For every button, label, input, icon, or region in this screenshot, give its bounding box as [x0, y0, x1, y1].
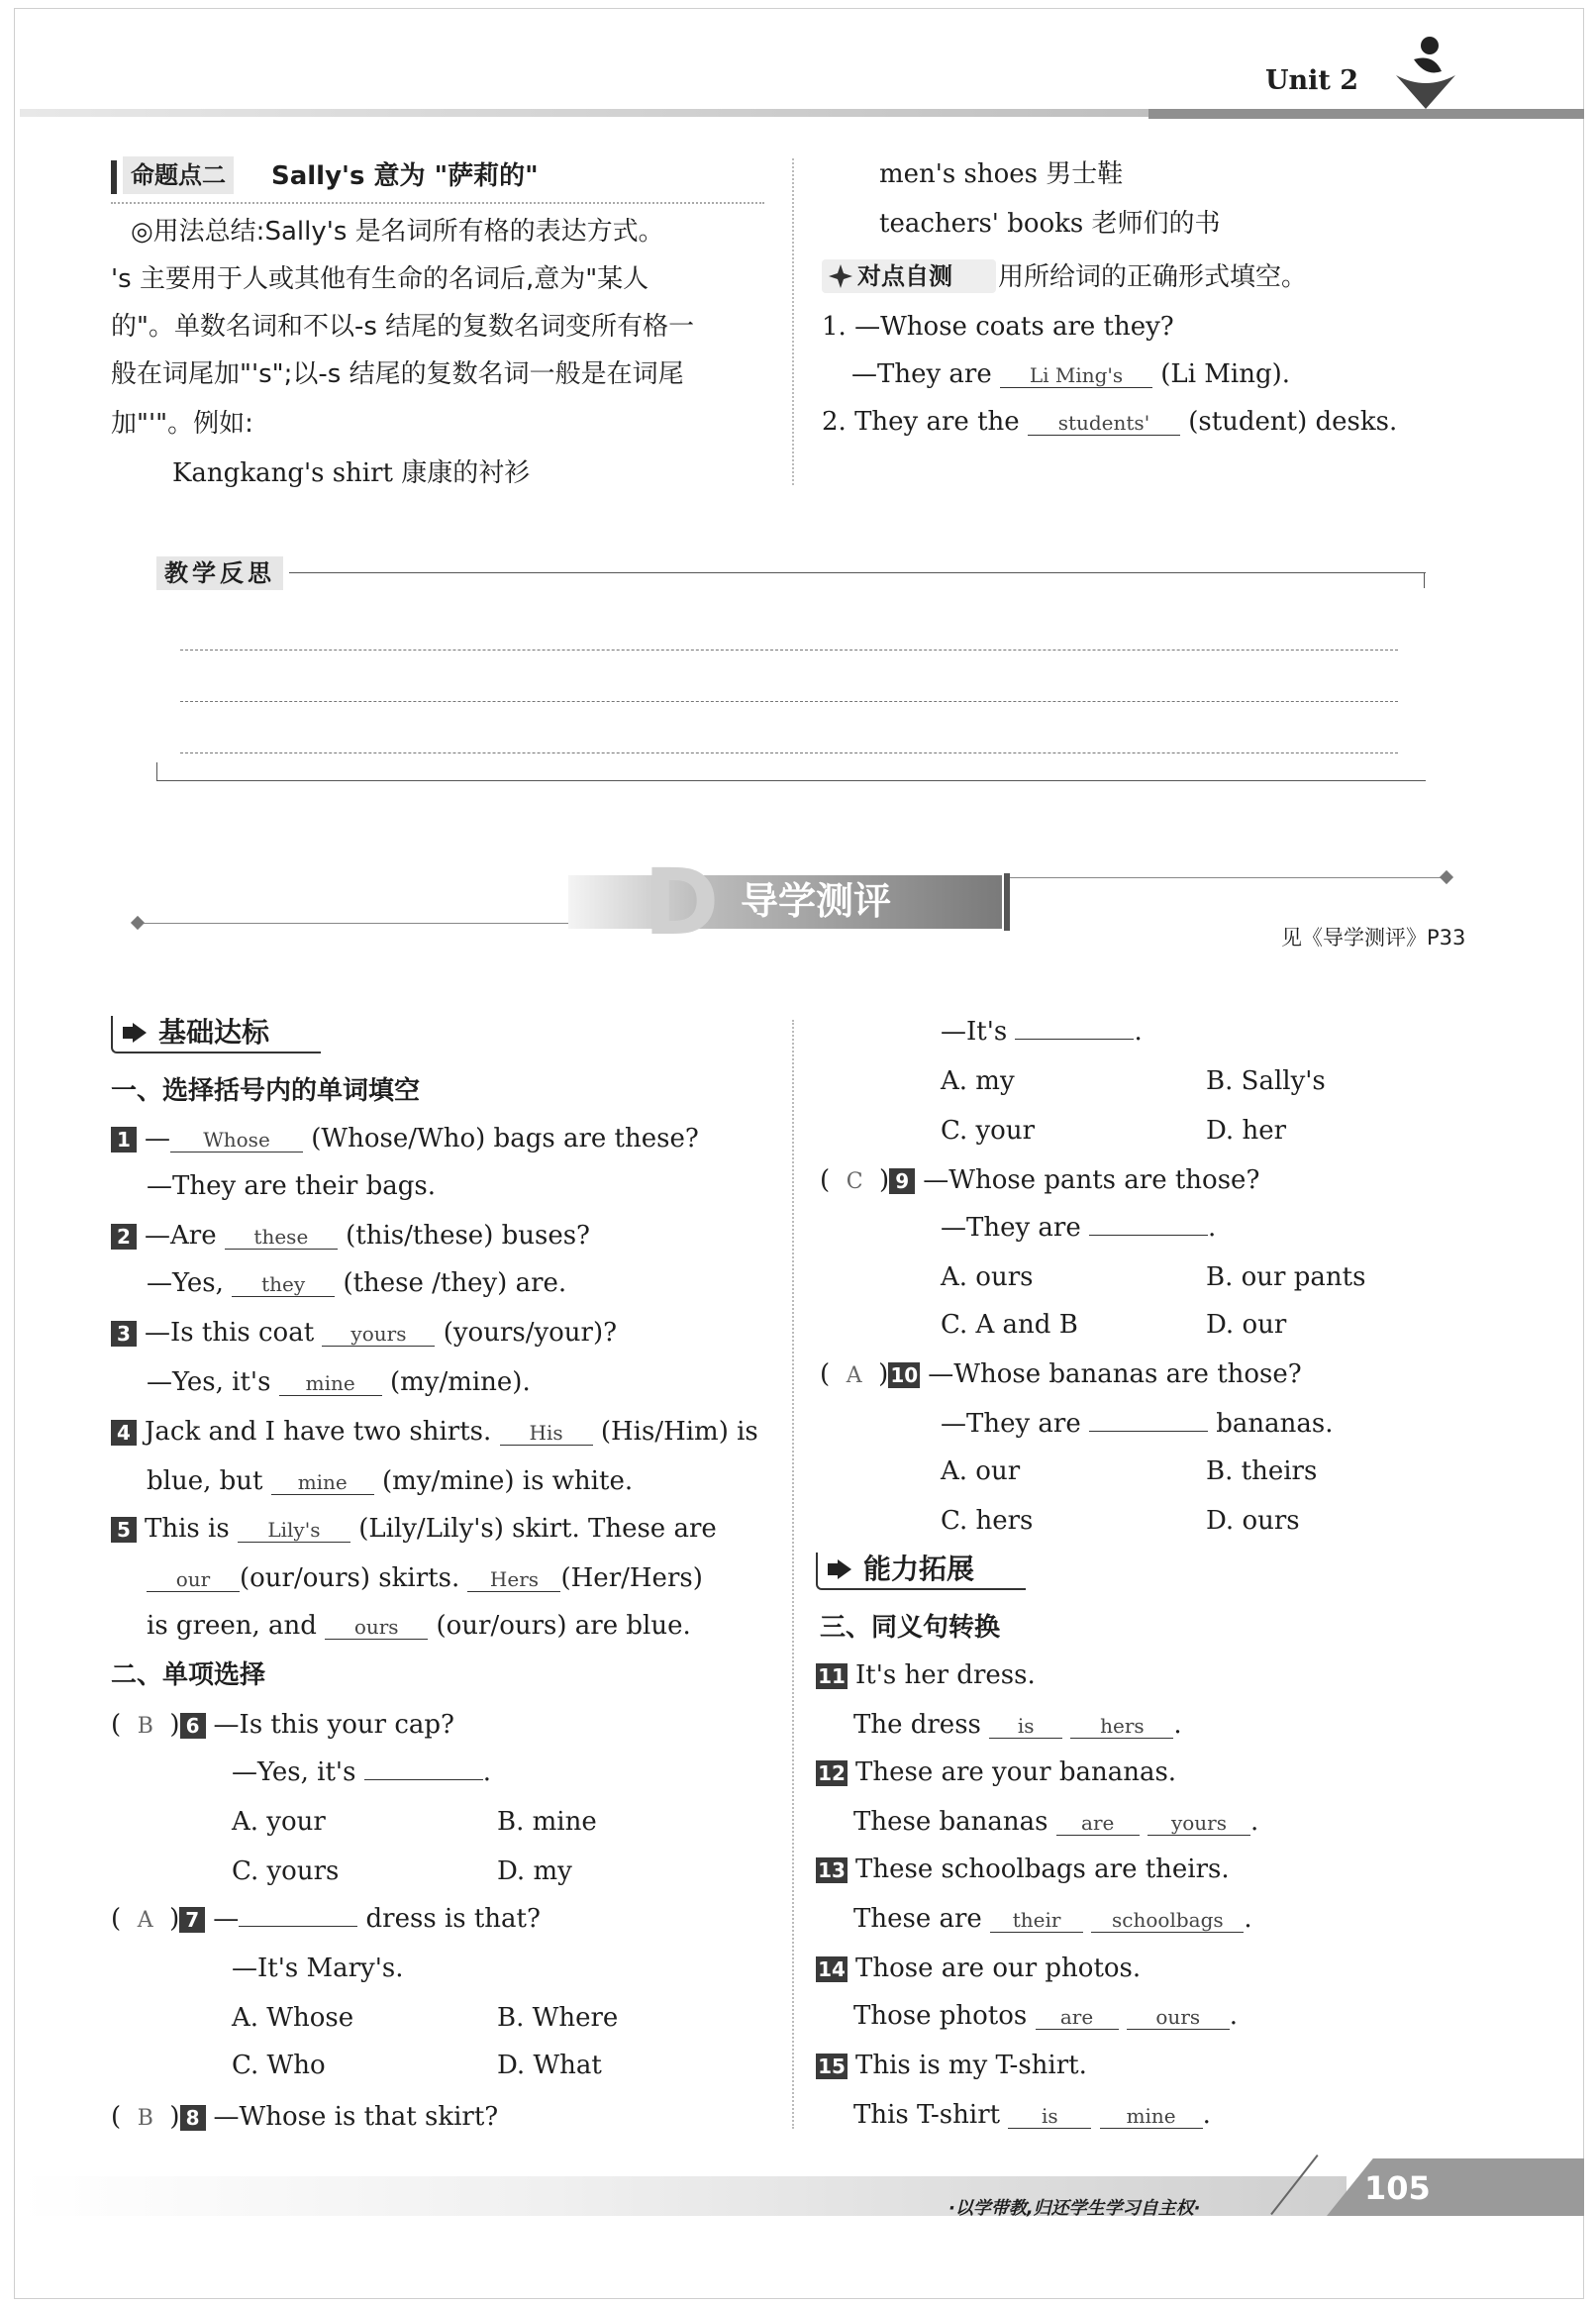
- q6-paren: ( B ): [111, 1710, 180, 1740]
- q7-stem-pre: —: [213, 1904, 240, 1934]
- item-14-blank-2[interactable]: ours: [1127, 2005, 1230, 2030]
- question-5-line3: [147, 1608, 691, 1644]
- q6-blank[interactable]: [364, 1779, 483, 1780]
- usage-line-1: ◎用法总结:Sally's 是名词所有格的表达方式。: [131, 217, 664, 247]
- q10-answer[interactable]: A: [846, 1363, 862, 1388]
- item-15-sentence: This is my T-shirt.: [855, 2051, 1087, 2080]
- question-4-line2: [147, 1463, 633, 1499]
- item-13-sentence: These schoolbags are theirs.: [855, 1854, 1230, 1884]
- q9-option-b[interactable]: B. our pants: [1206, 1262, 1366, 1292]
- q8-option-a[interactable]: A. my: [941, 1066, 1015, 1096]
- q4-blank-2[interactable]: mine: [271, 1470, 374, 1495]
- q7-option-d[interactable]: D. What: [497, 2051, 602, 2080]
- reflection-label: 教学反思: [156, 556, 283, 590]
- item-15-blank-2[interactable]: mine: [1100, 2104, 1203, 2129]
- q2-suffix: (student) desks.: [1188, 407, 1398, 437]
- q3-line2-post: (my/mine).: [389, 1367, 531, 1397]
- question-3: [111, 1315, 617, 1351]
- question-7-line2: —It's Mary's.: [232, 1954, 404, 1983]
- banner-line-left: [139, 923, 574, 924]
- q3-line2-pre: —Yes, it's: [147, 1367, 271, 1397]
- reflection-dots-3: [180, 752, 1398, 753]
- reflection-bottom-line: [156, 780, 1426, 781]
- q8-blank[interactable]: [1015, 1039, 1134, 1040]
- item-14-blank-1[interactable]: are: [1036, 2005, 1119, 2030]
- q10-paren: ( A ): [820, 1359, 889, 1389]
- q2-number: 2: [111, 1224, 137, 1250]
- self-test-q1-line1: 1. —Whose coats are they?: [822, 312, 1174, 342]
- q9-line2: —They are: [941, 1213, 1081, 1243]
- item-12-end: .: [1249, 1807, 1259, 1837]
- banner-end-bar: [1004, 873, 1010, 931]
- point-two-tag: 命题点二: [123, 156, 234, 194]
- item-12-blank-1[interactable]: are: [1056, 1811, 1140, 1836]
- item-13: [816, 1852, 1230, 1887]
- q2-line2-pre: —Yes,: [147, 1268, 224, 1298]
- question-10-line2: [941, 1406, 1334, 1442]
- q5-stem-post: (Lily/Lily's) skirt. These are: [358, 1514, 717, 1544]
- q8-number: 8: [180, 2105, 206, 2131]
- q10-line2-post: bananas.: [1216, 1409, 1334, 1439]
- q5-blank-2[interactable]: our: [147, 1567, 240, 1592]
- q5-line3-post: (our/ours) are blue.: [436, 1611, 691, 1641]
- item-15-answer-line: [853, 2097, 1211, 2133]
- point-two-divider: [111, 202, 764, 204]
- q5-blank[interactable]: Lily's: [238, 1518, 350, 1543]
- q9-option-a[interactable]: A. ours: [941, 1262, 1034, 1292]
- question-2: [111, 1218, 590, 1253]
- self-test-tag: 对点自测: [857, 262, 952, 290]
- q10-option-b[interactable]: B. theirs: [1206, 1456, 1318, 1486]
- question-7: [111, 1901, 541, 1939]
- q3-number: 3: [111, 1321, 137, 1347]
- item-13-blank-2[interactable]: schoolbags: [1091, 1908, 1244, 1933]
- item-15-blank-1[interactable]: is: [1008, 2104, 1091, 2129]
- q9-number: 9: [889, 1168, 915, 1194]
- q10-option-a[interactable]: A. our: [941, 1456, 1021, 1486]
- q1-stem-post: (Whose/Who) bags are these?: [311, 1124, 699, 1153]
- question-6-line2: —Yes, it's .: [232, 1757, 491, 1787]
- q4-blank[interactable]: His: [500, 1421, 593, 1446]
- q4-number: 4: [111, 1420, 137, 1446]
- q5-mid2: (Her/Hers): [560, 1563, 703, 1593]
- reflection-dots-1: [180, 650, 1398, 651]
- item-11-blank-2[interactable]: hers: [1070, 1714, 1173, 1739]
- q5-blank-3[interactable]: Hers: [467, 1567, 560, 1592]
- usage-line-5: 加"'"。例如:: [111, 409, 253, 439]
- q6-line2: —Yes, it's: [232, 1757, 356, 1787]
- question-10: [820, 1356, 1302, 1394]
- bottom-column-divider: [792, 1020, 794, 2129]
- item-12: [816, 1754, 1176, 1790]
- question-5: [111, 1511, 717, 1547]
- item-13-number: 13: [816, 1857, 848, 1883]
- q1-stem-pre: —: [145, 1124, 170, 1153]
- q6-option-c[interactable]: C. yours: [232, 1856, 340, 1886]
- item-13-blank-1[interactable]: their: [990, 1908, 1083, 1933]
- q5-blank-4[interactable]: ours: [325, 1615, 428, 1640]
- q6-option-b[interactable]: B. mine: [497, 1807, 597, 1837]
- page-number: 105: [1364, 2169, 1431, 2207]
- question-1-line2: —They are their bags.: [147, 1171, 436, 1201]
- item-15-pre: This T-shirt: [853, 2100, 1001, 2130]
- banner-line-right: [1010, 877, 1446, 878]
- item-11-sentence: It's her dress.: [855, 1660, 1036, 1690]
- q10-stem: —Whose bananas are those?: [928, 1359, 1302, 1389]
- q10-line2-pre: —They are: [941, 1409, 1081, 1439]
- q8-option-d[interactable]: D. her: [1206, 1116, 1287, 1146]
- q7-option-c[interactable]: C. Who: [232, 2051, 326, 2080]
- point-two-title: Sally's 意为 "萨莉的": [271, 161, 539, 191]
- question-1: [111, 1121, 699, 1156]
- item-15-number: 15: [816, 2054, 848, 2079]
- q10-option-d[interactable]: D. ours: [1206, 1506, 1300, 1536]
- q3-stem-post: (yours/your)?: [443, 1318, 618, 1348]
- q5-number: 5: [111, 1517, 137, 1543]
- part2-title: 二、单项选择: [111, 1660, 266, 1690]
- item-14-number: 14: [816, 1956, 848, 1982]
- q4-stem-post: (His/Him) is: [600, 1417, 758, 1447]
- q4-line2-pre: blue, but: [147, 1466, 263, 1496]
- q7-option-b[interactable]: B. Where: [497, 2003, 619, 2033]
- banner-reference: 见《导学测评》P33: [1281, 926, 1466, 950]
- item-11-number: 11: [816, 1663, 848, 1689]
- usage-line-2: 's 主要用于人或其他有生命的名词后,意为"某人: [111, 264, 649, 294]
- q2-prefix: 2. They are the: [822, 407, 1020, 437]
- item-11: [816, 1657, 1036, 1693]
- example-teachers: teachers' books 老师们的书: [879, 209, 1221, 239]
- item-15: [816, 2048, 1087, 2083]
- reflection-left-edge: [156, 762, 157, 780]
- pointing-hand-icon: [121, 1020, 149, 1046]
- top-column-divider: [792, 158, 794, 485]
- item-13-end: .: [1244, 1904, 1252, 1934]
- q9-option-c[interactable]: C. A and B: [941, 1310, 1078, 1340]
- q5-mid: (our/ours) skirts.: [240, 1563, 460, 1593]
- q1-number: 1: [111, 1127, 137, 1152]
- q10-number: 10: [888, 1362, 920, 1388]
- reflection-dots-2: [180, 701, 1398, 702]
- item-11-end: .: [1173, 1710, 1182, 1740]
- q8-option-b[interactable]: B. Sally's: [1206, 1066, 1326, 1096]
- q7-number: 7: [179, 1907, 205, 1933]
- banner-title: 导学测评: [741, 879, 892, 923]
- item-14-end: .: [1229, 2001, 1239, 2031]
- item-11-pre: The dress: [853, 1710, 981, 1740]
- ability-heading: 能力拓展: [863, 1553, 975, 1585]
- q1-answer-blank[interactable]: Li Ming's: [1000, 363, 1152, 388]
- q9-paren: ( C ): [820, 1165, 890, 1195]
- q9-stem: —Whose pants are those?: [923, 1165, 1260, 1195]
- item-13-pre: These are: [853, 1904, 982, 1934]
- q4-line2-post: (my/mine) is white.: [382, 1466, 634, 1496]
- item-11-blank-1[interactable]: is: [989, 1714, 1062, 1739]
- item-11-answer-line: [853, 1707, 1182, 1743]
- unit-label: Unit 2: [1265, 65, 1359, 96]
- q8-line2: —It's: [941, 1017, 1008, 1047]
- book-reader-logo-icon: [1386, 32, 1465, 111]
- usage-line-3: 的"。单数名词和不以-s 结尾的复数名词变所有格一: [111, 312, 695, 342]
- reflection-top-line: [289, 572, 1426, 573]
- q4-stem-pre: Jack and I have two shirts.: [145, 1417, 492, 1447]
- q5-line3-pre: is green, and: [147, 1611, 317, 1641]
- q10-option-c[interactable]: C. hers: [941, 1506, 1034, 1536]
- q10-blank[interactable]: [1089, 1431, 1208, 1432]
- q6-stem: —Is this your cap?: [213, 1710, 454, 1740]
- item-14-pre: Those photos: [853, 2001, 1028, 2031]
- q8-option-c[interactable]: C. your: [941, 1116, 1036, 1146]
- self-test-instruction: 用所给词的正确形式填空。: [998, 262, 1308, 292]
- example-kangkang: Kangkang's shirt 康康的衬衫: [172, 458, 531, 488]
- q7-paren: ( A ): [111, 1904, 180, 1934]
- item-14-sentence: Those are our photos.: [855, 1954, 1142, 1983]
- part1-title: 一、选择括号内的单词填空: [111, 1076, 421, 1106]
- footer-slogan: ·以学带教,归还学生学习自主权·: [948, 2198, 1201, 2219]
- q2-line2-post: (these /they) are.: [343, 1268, 567, 1298]
- item-15-end: .: [1202, 2100, 1211, 2130]
- q7-blank[interactable]: [239, 1926, 357, 1927]
- question-9: [820, 1162, 1259, 1200]
- q1-blank[interactable]: Whose: [170, 1128, 303, 1152]
- diamond-star-icon: [828, 263, 853, 289]
- question-9-line2: —They are .: [941, 1213, 1217, 1243]
- q6-answer[interactable]: B: [137, 1714, 153, 1739]
- point-two-marker: [111, 160, 117, 194]
- part3-title: 三、同义句转换: [820, 1613, 1001, 1643]
- q2-stem-pre: —Are: [145, 1221, 217, 1251]
- q1-prefix: —They are: [851, 359, 992, 389]
- item-12-number: 12: [816, 1760, 848, 1786]
- q2-stem-post: (this/these) buses?: [346, 1221, 590, 1251]
- banner-letter: D: [644, 850, 720, 955]
- example-men: men's shoes 男士鞋: [879, 159, 1124, 189]
- q2-blank[interactable]: these: [225, 1225, 338, 1250]
- item-13-answer-line: [853, 1901, 1252, 1937]
- q2-answer-blank[interactable]: students': [1028, 411, 1180, 436]
- q6-option-a[interactable]: A. your: [232, 1807, 326, 1837]
- q8-paren: ( B ): [111, 2102, 180, 2132]
- q7-stem-post: dress is that?: [365, 1904, 541, 1934]
- q1-suffix: (Li Ming).: [1160, 359, 1291, 389]
- q3-stem-pre: —Is this coat: [145, 1318, 315, 1348]
- header-bar-dark: [1148, 109, 1584, 119]
- q3-blank-2[interactable]: mine: [279, 1371, 382, 1396]
- item-14-answer-line: [853, 1998, 1238, 2034]
- item-12-pre: These bananas: [853, 1807, 1048, 1837]
- question-8: [111, 2099, 498, 2137]
- self-test-q1-line2: [851, 356, 1290, 392]
- self-test-q2: [822, 404, 1397, 440]
- basic-heading: 基础达标: [158, 1016, 270, 1049]
- q8-answer[interactable]: B: [137, 2106, 153, 2131]
- item-12-sentence: These are your bananas.: [855, 1757, 1177, 1787]
- q9-answer[interactable]: C: [846, 1169, 863, 1194]
- question-4: [111, 1414, 758, 1450]
- q7-answer[interactable]: A: [137, 1908, 153, 1933]
- usage-line-4: 般在词尾加"'s";以-s 结尾的复数名词一般是在词尾: [111, 359, 684, 389]
- reflection-right-edge: [1424, 572, 1425, 588]
- question-2-line2: [147, 1265, 566, 1301]
- q7-option-a[interactable]: A. Whose: [232, 2003, 354, 2033]
- question-6: [111, 1707, 454, 1745]
- item-12-answer-line: [853, 1804, 1258, 1840]
- q9-option-d[interactable]: D. our: [1206, 1310, 1287, 1340]
- pointing-hand-icon-2: [826, 1556, 853, 1582]
- q6-number: 6: [180, 1713, 206, 1739]
- item-12-blank-2[interactable]: yours: [1147, 1811, 1250, 1836]
- item-14: [816, 1951, 1141, 1986]
- question-3-line2: [147, 1364, 531, 1400]
- q6-option-d[interactable]: D. my: [497, 1856, 572, 1886]
- q9-blank[interactable]: [1089, 1235, 1208, 1236]
- question-8-line2: —It's .: [941, 1017, 1143, 1047]
- q8-stem: —Whose is that skirt?: [213, 2102, 499, 2132]
- q3-blank[interactable]: yours: [322, 1322, 435, 1347]
- question-5-line2: [147, 1560, 703, 1596]
- q2-blank-2[interactable]: they: [232, 1272, 335, 1297]
- q5-stem-pre: This is: [145, 1514, 230, 1544]
